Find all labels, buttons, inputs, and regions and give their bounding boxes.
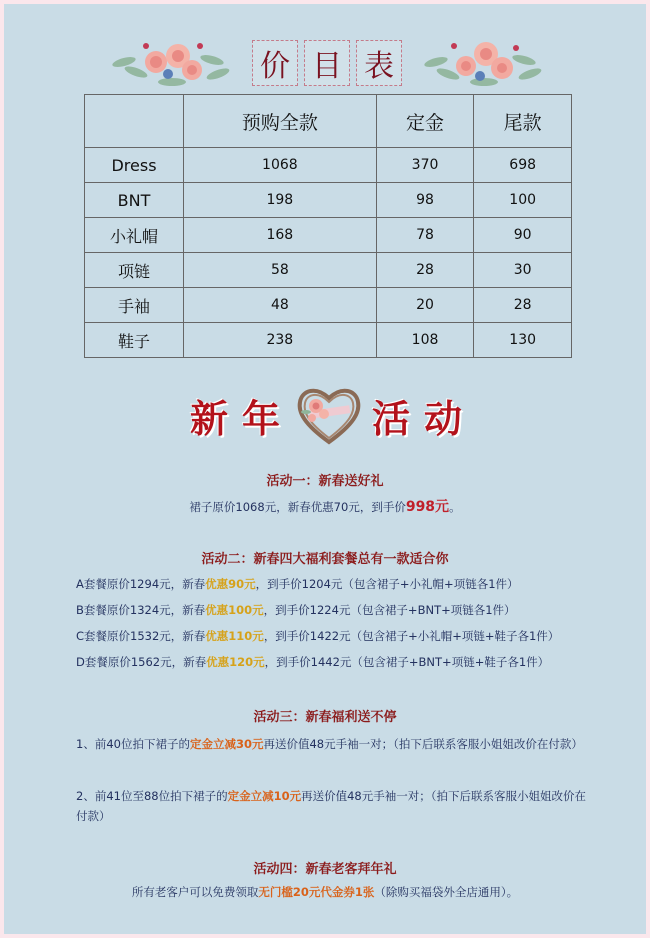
table-cell: 100	[474, 183, 572, 218]
floral-bouquet-icon	[112, 32, 232, 88]
title-char: 目	[304, 40, 350, 86]
table-cell: 130	[474, 323, 572, 358]
table-header-row	[85, 95, 572, 148]
row-label: 小礼帽	[85, 218, 184, 253]
table-cell: 78	[376, 218, 474, 253]
table-cell: 98	[376, 183, 474, 218]
page-title	[252, 40, 402, 86]
table-cell: 108	[376, 323, 474, 358]
table-cell: 370	[376, 148, 474, 183]
table-cell: 90	[474, 218, 572, 253]
package-line: D套餐原价1562元，新春优惠120元，到手价1442元（包含裙子+BNT+项链+鞋子各1件）	[76, 655, 550, 669]
price-list-page	[4, 4, 646, 934]
row-label: Dress	[85, 148, 184, 183]
heart-wreath-icon	[294, 382, 364, 448]
package-line: B套餐原价1324元，新春优惠100元，到手价1224元（包含裙子+BNT+项链各1件）	[76, 603, 516, 617]
new-year-text: 新年	[190, 396, 295, 441]
table-cell: 28	[376, 253, 474, 288]
table-header: 尾款	[474, 95, 572, 148]
table-row	[85, 288, 572, 323]
table-cell: 238	[184, 323, 377, 358]
new-year-heading	[4, 382, 646, 452]
title-char: 价	[252, 40, 298, 86]
activity-3-title: 活动三：新春福利送不停	[253, 710, 397, 725]
activity-4-text: 所有老客户可以免费领取无门槛20元代金券1张（除购买福袋外全店通用）。	[131, 885, 519, 899]
table-cell: 30	[474, 253, 572, 288]
table-header: 预购全款	[184, 95, 377, 148]
table-cell: 48	[184, 288, 377, 323]
row-label: 手袖	[85, 288, 184, 323]
activity-1-text: 裙子原价1068元，新春优惠70元，到手价998元。	[189, 499, 461, 515]
title-char: 表	[356, 40, 402, 86]
header	[4, 32, 646, 102]
table-row	[85, 183, 572, 218]
table-cell: 58	[184, 253, 377, 288]
table-row	[85, 323, 572, 358]
table-cell: 698	[474, 148, 572, 183]
row-label: 项链	[85, 253, 184, 288]
activity-text: 活动	[372, 396, 477, 441]
table-cell: 168	[184, 218, 377, 253]
table-cell: 20	[376, 288, 474, 323]
table-row	[85, 218, 572, 253]
table-cell: 198	[184, 183, 377, 218]
activity-1-title: 活动一：新春送好礼	[266, 474, 384, 489]
table-row	[85, 253, 572, 288]
row-label: 鞋子	[85, 323, 184, 358]
package-line: C套餐原价1532元，新春优惠110元，到手价1422元（包含裙子+小礼帽+项链+鞋子各1件）	[76, 629, 560, 643]
table-cell: 28	[474, 288, 572, 323]
package-line: A套餐原价1294元，新春优惠90元，到手价1204元（包含裙子+小礼帽+项链各1件）	[76, 577, 519, 591]
table-cell: 1068	[184, 148, 377, 183]
activity-2-title: 活动二：新春四大福利套餐总有一款适合你	[201, 552, 449, 567]
activity-1-price: 998元	[405, 499, 450, 515]
activity-4-title: 活动四：新春老客拜年礼	[253, 862, 397, 877]
price-table	[84, 94, 572, 358]
table-header-empty	[85, 95, 184, 148]
table-row	[85, 148, 572, 183]
activity-3-item: 1、前40位拍下裙子的定金立减30元再送价值48元手袖一对；（拍下后联系客服小姐姐改价在付款）	[76, 737, 583, 751]
row-label: BNT	[85, 183, 184, 218]
activity-3-item: 2、前41位至88位拍下裙子的定金立减10元再送价值48元手袖一对；（拍下后联系客服小姐姐改价在付款）	[76, 789, 586, 823]
floral-bouquet-icon	[424, 32, 544, 88]
table-header: 定金	[376, 95, 474, 148]
